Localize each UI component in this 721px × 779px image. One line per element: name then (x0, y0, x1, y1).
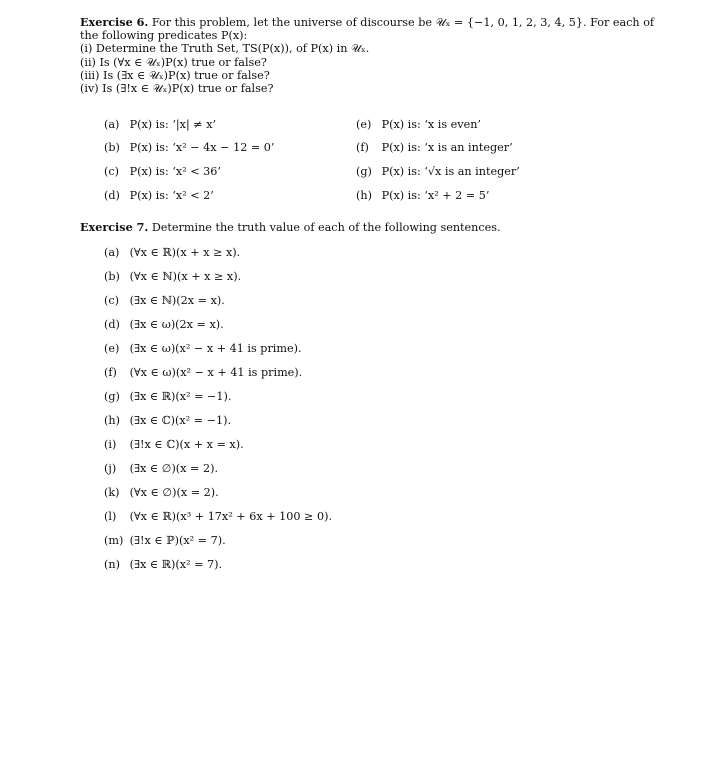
sentence-text: (∀x ∈ ℕ)(x + x ≥ x). (129, 270, 242, 283)
sentence-c (104, 294, 225, 307)
exercise-6-line-2: the following predicates P(x): (80, 29, 248, 43)
sentence-text: (∀x ∈ ∅)(x = 2). (129, 486, 219, 499)
predicate-label: (b) (104, 141, 120, 154)
predicate-text: P(x) is: ‘x² + 2 = 5’ (381, 189, 490, 202)
exercise-6-intro (80, 15, 655, 95)
sentence-b (104, 270, 241, 283)
sentence-label: (h) (104, 414, 120, 427)
exercise-7-heading (80, 221, 501, 234)
predicate-text: P(x) is: ‘x² − 4x − 12 = 0’ (129, 141, 275, 154)
sentence-text: (∃!x ∈ ℂ)(x + x = x). (129, 438, 244, 451)
sentence-label: (k) (104, 486, 120, 499)
sentence-m (104, 534, 226, 547)
sentence-label: (f) (104, 366, 117, 379)
sentence-j (104, 462, 218, 475)
exercise-7-title: Exercise 7. (80, 220, 149, 234)
sentence-text: (∃x ∈ ω)(2x = x). (129, 318, 224, 331)
exercise-6-question-ii: (ii) Is (∀x ∈ 𝒰ₓ)P(x) true or false? (80, 55, 267, 69)
sentence-d (104, 318, 224, 331)
exercise-6-intro-text: For this problem, let the universe of discourse be 𝒰ₓ = {−1, 0, 1, 2, 3, 4, 5}. For each of (151, 16, 655, 29)
sentence-text: (∃!x ∈ ℙ)(x² = 7). (129, 534, 226, 547)
sentence-text: (∃x ∈ ω)(x² − x + 41 is prime). (129, 342, 302, 355)
sentence-text: (∃x ∈ ∅)(x = 2). (129, 462, 219, 475)
sentence-label: (i) (104, 438, 117, 451)
exercise-6-question-i: (i) Determine the Truth Set, TS(P(x)), of P(x) in 𝒰ₓ. (80, 42, 370, 56)
predicate-c (104, 165, 221, 178)
sentence-text: (∃x ∈ ℝ)(x² = −1). (129, 390, 232, 403)
predicate-e (356, 118, 481, 131)
sentence-h (104, 414, 231, 427)
sentence-text: (∀x ∈ ℝ)(x + x ≥ x). (129, 246, 241, 259)
sentence-text: (∃x ∈ ℂ)(x² = −1). (129, 414, 232, 427)
sentence-label: (a) (104, 246, 120, 259)
sentence-i (104, 438, 244, 451)
sentence-k (104, 486, 219, 499)
sentence-label: (e) (104, 342, 120, 355)
predicate-g (356, 165, 520, 178)
sentence-label: (n) (104, 558, 120, 571)
sentence-l (104, 510, 332, 523)
predicate-text: P(x) is: ‘x² < 36’ (129, 165, 221, 178)
sentence-f (104, 366, 302, 379)
sentence-text: (∃x ∈ ℝ)(x² = 7). (129, 558, 223, 571)
sentence-e (104, 342, 302, 355)
predicate-f (356, 141, 513, 154)
sentence-g (104, 390, 231, 403)
predicate-text: P(x) is: ‘|x| ≠ x’ (129, 118, 217, 131)
sentence-label: (d) (104, 318, 120, 331)
predicate-d (104, 189, 214, 202)
predicate-a (104, 118, 216, 131)
predicate-h (356, 189, 489, 202)
predicate-b (104, 141, 274, 154)
exercise-6-title: Exercise 6. (80, 15, 149, 29)
predicate-label: (d) (104, 189, 120, 202)
sentence-label: (m) (104, 534, 124, 547)
predicate-text: P(x) is: ‘x² < 2’ (129, 189, 214, 202)
sentence-label: (b) (104, 270, 120, 283)
predicate-label: (e) (356, 118, 372, 131)
exercise-6-question-iii: (iii) Is (∃x ∈ 𝒰ₓ)P(x) true or false? (80, 68, 270, 82)
sentence-a (104, 246, 240, 259)
exercise-6-line-1 (80, 15, 655, 29)
sentence-text: (∃x ∈ ℕ)(2x = x). (129, 294, 225, 307)
predicate-label: (c) (104, 165, 119, 178)
predicate-text: P(x) is: ‘√x is an integer’ (381, 165, 520, 178)
sentence-label: (l) (104, 510, 117, 523)
exercise-7-intro: Determine the truth value of each of the following sentences. (151, 221, 501, 234)
predicate-label: (g) (356, 165, 372, 178)
sentence-text: (∀x ∈ ω)(x² − x + 41 is prime). (129, 366, 303, 379)
predicate-text: P(x) is: ‘x is an integer’ (381, 141, 513, 154)
sentence-label: (j) (104, 462, 117, 475)
sentence-text: (∀x ∈ ℝ)(x³ + 17x² + 6x + 100 ≥ 0). (129, 510, 332, 523)
sentence-label: (g) (104, 390, 120, 403)
predicate-text: P(x) is: ‘x is even’ (381, 118, 481, 131)
sentence-n (104, 558, 222, 571)
predicate-label: (h) (356, 189, 372, 202)
predicate-label: (f) (356, 141, 369, 154)
sentence-label: (c) (104, 294, 119, 307)
exercise-6-question-iv: (iv) Is (∃!x ∈ 𝒰ₓ)P(x) true or false? (80, 81, 274, 95)
predicate-label: (a) (104, 118, 120, 131)
